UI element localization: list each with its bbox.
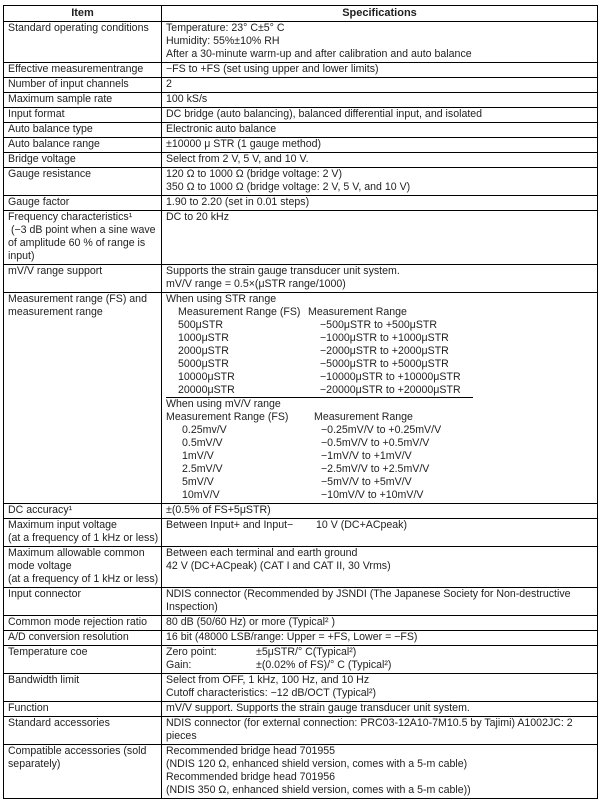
spec-line-col1: 0.5mV/V <box>182 437 223 449</box>
spec-line: 42 V (DC+ACpeak) (CAT I and CAT II, 30 Vrms) <box>166 560 391 572</box>
header-row <box>4 6 598 22</box>
spec-line-col1: 500μSTR <box>178 319 223 331</box>
item-line: of amplitude 60 % of range is <box>8 237 146 249</box>
spec-line-col2: ±(0.02% of FS)/° C (Typical²) <box>256 659 392 671</box>
spec-line: Between each terminal and earth ground <box>166 547 358 559</box>
table-row <box>4 646 598 674</box>
spec-line <box>166 476 595 489</box>
table-row <box>4 674 598 702</box>
table-row <box>4 138 598 153</box>
item-cell <box>4 293 162 504</box>
spec-line: DC bridge (auto balancing), balanced differential input, and isolated <box>166 108 483 120</box>
table-row <box>4 293 598 504</box>
item-line: Gauge resistance <box>8 168 92 180</box>
spec-line-col1: 20000μSTR <box>166 384 320 398</box>
spec-line: 80 dB (50/60 Hz) or more (Typical² ) <box>166 616 335 628</box>
table-row <box>4 745 598 799</box>
spec-line: mV/V range = 0.5×(μSTR range/1000) <box>166 278 346 290</box>
item-cell <box>4 504 162 519</box>
spec-line: 120 Ω to 1000 Ω (bridge voltage: 2 V) <box>166 168 343 180</box>
spec-cell <box>162 504 598 519</box>
spec-line: ±10000 μ STR (1 gauge method) <box>166 138 322 150</box>
spec-line: ±(0.5% of FS+5μSTR) <box>166 504 271 516</box>
spec-line-col2: Measurement Range <box>314 411 413 423</box>
spec-line <box>166 319 595 332</box>
table-row <box>4 153 598 168</box>
item-line: Function <box>8 702 49 714</box>
spec-line: mV/V support. Supports the strain gauge transducer unit system. <box>166 702 470 714</box>
spec-line: −FS to +FS (set using upper and lower limits) <box>166 63 379 75</box>
item-line: (at a frequency of 1 kHz or less) <box>8 573 159 585</box>
item-line: Temperature coe <box>8 646 88 658</box>
item-cell <box>4 616 162 631</box>
spec-line: Electronic auto balance <box>166 123 277 135</box>
spec-line-col2: −1000μSTR to +1000μSTR <box>320 332 449 344</box>
spec-cell <box>162 631 598 646</box>
spec-line <box>166 463 595 476</box>
item-cell <box>4 108 162 123</box>
spec-line: Recommended bridge head 701956 <box>166 771 336 783</box>
spec-line: After a 30-minute warm-up and after calibration and auto balance <box>166 48 472 60</box>
spec-cell <box>162 78 598 93</box>
item-line: Input format <box>8 108 65 120</box>
spec-line: Select from OFF, 1 kHz, 100 Hz, and 10 Hz <box>166 674 370 686</box>
table-row <box>4 547 598 588</box>
spec-line <box>166 646 595 659</box>
spec-line-col2: −1mV/V to +1mV/V <box>321 450 412 462</box>
spec-line-col1: Gain: <box>166 659 192 671</box>
item-cell <box>4 123 162 138</box>
spec-line <box>166 358 595 371</box>
spec-cell <box>162 674 598 702</box>
item-cell <box>4 265 162 293</box>
item-line: mode voltage <box>8 560 72 572</box>
spec-line: pieces <box>166 730 197 742</box>
table-row <box>4 504 598 519</box>
spec-line-col1: Measurement Range (FS) <box>166 411 289 423</box>
item-line: Maximum input voltage <box>8 519 117 531</box>
spec-cell <box>162 196 598 211</box>
spec-line-col1: Between Input+ and Input− <box>166 519 294 531</box>
spec-line-col1: 5mV/V <box>182 476 214 488</box>
item-line: Maximum sample rate <box>8 93 113 105</box>
spec-line <box>166 371 595 384</box>
table-row <box>4 78 598 93</box>
spec-line <box>166 659 595 672</box>
item-cell <box>4 646 162 674</box>
spec-line-col2: −10mV/V to +10mV/V <box>321 489 424 501</box>
item-cell <box>4 745 162 799</box>
spec-line <box>166 306 595 319</box>
item-line: Input connector <box>8 588 82 600</box>
spec-line-col1: 10mV/V <box>182 489 220 501</box>
table-row <box>4 519 598 547</box>
table-row <box>4 108 598 123</box>
spec-line <box>166 519 595 532</box>
item-line: Frequency characteristics¹ <box>8 211 133 223</box>
item-line: (−3 dB point when a sine wave <box>8 224 156 236</box>
table-row <box>4 63 598 78</box>
spec-line-col2: −2.5mV/V to +2.5mV/V <box>321 463 430 475</box>
spec-cell <box>162 717 598 745</box>
spec-line <box>166 489 595 502</box>
spec-line: 1.90 to 2.20 (set in 0.01 steps) <box>166 196 310 208</box>
item-line: Effective measurementrange <box>8 63 144 75</box>
item-line: mV/V range support <box>8 265 103 277</box>
spec-cell <box>162 108 598 123</box>
spec-line-col2: −5000μSTR to +5000μSTR <box>320 358 449 370</box>
item-line: Gauge factor <box>8 196 70 208</box>
item-cell <box>4 631 162 646</box>
spec-line-col1: Measurement Range (FS) <box>178 306 301 318</box>
spec-line-col2: −20000μSTR to +20000μSTR <box>320 384 473 398</box>
spec-cell <box>162 616 598 631</box>
item-cell <box>4 93 162 108</box>
spec-line: DC to 20 kHz <box>166 211 229 223</box>
spec-cell <box>162 265 598 293</box>
spec-cell <box>162 519 598 547</box>
table-row <box>4 588 598 616</box>
table-row <box>4 93 598 108</box>
spec-cell <box>162 646 598 674</box>
spec-line: Inspection) <box>166 601 218 613</box>
item-cell <box>4 196 162 211</box>
item-line: Standard operating conditions <box>8 22 149 34</box>
spec-line: 2 <box>166 78 172 90</box>
spec-line <box>166 384 595 398</box>
spec-line <box>166 332 595 345</box>
spec-line-col1: 10000μSTR <box>178 371 235 383</box>
spec-cell <box>162 153 598 168</box>
table-row <box>4 616 598 631</box>
item-line: Standard accessories <box>8 717 110 729</box>
table-row <box>4 168 598 196</box>
item-line: Common mode rejection ratio <box>8 616 147 628</box>
spec-line-col1: 2.5mV/V <box>182 463 223 475</box>
spec-line-col1: 5000μSTR <box>178 358 229 370</box>
spec-line: 100 kS/s <box>166 93 208 105</box>
spec-line-col1: 0.25mv/V <box>182 424 227 436</box>
item-cell <box>4 78 162 93</box>
table-body <box>4 22 598 799</box>
spec-line-col2: −5mV/V to +5mV/V <box>321 476 412 488</box>
item-cell <box>4 717 162 745</box>
spec-line: (NDIS 120 Ω, enhanced shield version, comes with a 5-m cable) <box>166 758 468 770</box>
spec-line-col1: Zero point: <box>166 646 217 658</box>
spec-line-col2: −2000μSTR to +2000μSTR <box>320 345 449 357</box>
item-line: DC accuracy¹ <box>8 504 73 516</box>
spec-line: 16 bit (48000 LSB/range: Upper = +FS, Lower = −FS) <box>166 631 418 643</box>
specifications-table <box>3 5 598 799</box>
spec-line: (NDIS 350 Ω, enhanced shield version, comes with a 5-m cable)) <box>166 784 471 796</box>
table-row <box>4 22 598 63</box>
item-line: input) <box>8 250 35 262</box>
spec-cell <box>162 745 598 799</box>
spec-line-col1: 2000μSTR <box>178 345 229 357</box>
item-line: Maximum allowable common <box>8 547 145 559</box>
item-line: (at a frequency of 1 kHz or less) <box>8 532 159 544</box>
item-cell <box>4 168 162 196</box>
spec-line: When using STR range <box>166 293 277 305</box>
item-line: Auto balance type <box>8 123 93 135</box>
table-row <box>4 196 598 211</box>
spec-line <box>166 450 595 463</box>
spec-line <box>166 424 595 437</box>
item-cell <box>4 22 162 63</box>
spec-cell <box>162 588 598 616</box>
spec-line <box>166 345 595 358</box>
item-cell <box>4 702 162 717</box>
table-row <box>4 631 598 646</box>
table-row <box>4 211 598 265</box>
item-cell <box>4 547 162 588</box>
item-cell <box>4 153 162 168</box>
spec-line-col2: 10 V (DC+ACpeak) <box>316 519 407 531</box>
spec-line-col2: −500μSTR to +500μSTR <box>320 319 438 331</box>
spec-cell <box>162 93 598 108</box>
spec-line-col2: −10000μSTR to +10000μSTR <box>320 371 461 383</box>
item-line: A/D conversion resolution <box>8 631 129 643</box>
item-line: Bridge voltage <box>8 153 76 165</box>
spec-line-col2: −0.25mV/V to +0.25mV/V <box>321 424 442 436</box>
spec-line <box>166 411 595 424</box>
spec-line <box>166 437 595 450</box>
item-line: Bandwidth limit <box>8 674 80 686</box>
item-line: separately) <box>8 758 61 770</box>
spec-cell <box>162 547 598 588</box>
item-line: Compatible accessories (sold <box>8 745 147 757</box>
spec-line-col2: −0.5mV/V to +0.5mV/V <box>321 437 430 449</box>
table-row <box>4 265 598 293</box>
spec-cell <box>162 123 598 138</box>
spec-cell <box>162 168 598 196</box>
spec-line: 350 Ω to 1000 Ω (bridge voltage: 2 V, 5 V, and 10 V) <box>166 181 411 193</box>
spec-line: Humidity: 55%±10% RH <box>166 35 280 47</box>
item-cell <box>4 211 162 265</box>
spec-line-col1: 1mV/V <box>182 450 214 462</box>
table-row <box>4 717 598 745</box>
table-row <box>4 702 598 717</box>
spec-cell <box>162 22 598 63</box>
item-cell <box>4 63 162 78</box>
spec-line: When using mV/V range <box>166 398 281 410</box>
spec-line-col2: ±5μSTR/° C(Typical²) <box>256 646 357 658</box>
spec-line: Recommended bridge head 701955 <box>166 745 336 757</box>
item-line: Measurement range (FS) and <box>8 293 147 305</box>
spec-line: NDIS connector (Recommended by JSNDI (The Japanese Society for Non-destructive <box>166 588 571 600</box>
item-line: measurement range <box>8 306 103 318</box>
spec-cell <box>162 293 598 504</box>
item-line: Auto balance range <box>8 138 100 150</box>
item-cell <box>4 519 162 547</box>
spec-line: NDIS connector (for external connection: PRC03-12A10-7M10.5 by Tajimi) A1002JC: 2 <box>166 717 573 729</box>
spec-cell <box>162 211 598 265</box>
item-cell <box>4 138 162 153</box>
table-row <box>4 123 598 138</box>
spec-line: Cutoff characteristics: −12 dB/OCT (Typical²) <box>166 687 377 699</box>
item-cell <box>4 588 162 616</box>
item-cell <box>4 674 162 702</box>
header-item: Item <box>4 6 162 22</box>
spec-line-col2: Measurement Range <box>308 306 407 318</box>
spec-cell <box>162 63 598 78</box>
spec-line-col1: 1000μSTR <box>178 332 229 344</box>
spec-line: Supports the strain gauge transducer unit system. <box>166 265 400 277</box>
spec-cell <box>162 138 598 153</box>
table-header <box>4 6 598 22</box>
item-line: Number of input channels <box>8 78 129 90</box>
spec-line: Select from 2 V, 5 V, and 10 V. <box>166 153 309 165</box>
header-specifications: Specifications <box>162 6 598 22</box>
spec-cell <box>162 702 598 717</box>
spec-line: Temperature: 23° C±5° C <box>166 22 285 34</box>
